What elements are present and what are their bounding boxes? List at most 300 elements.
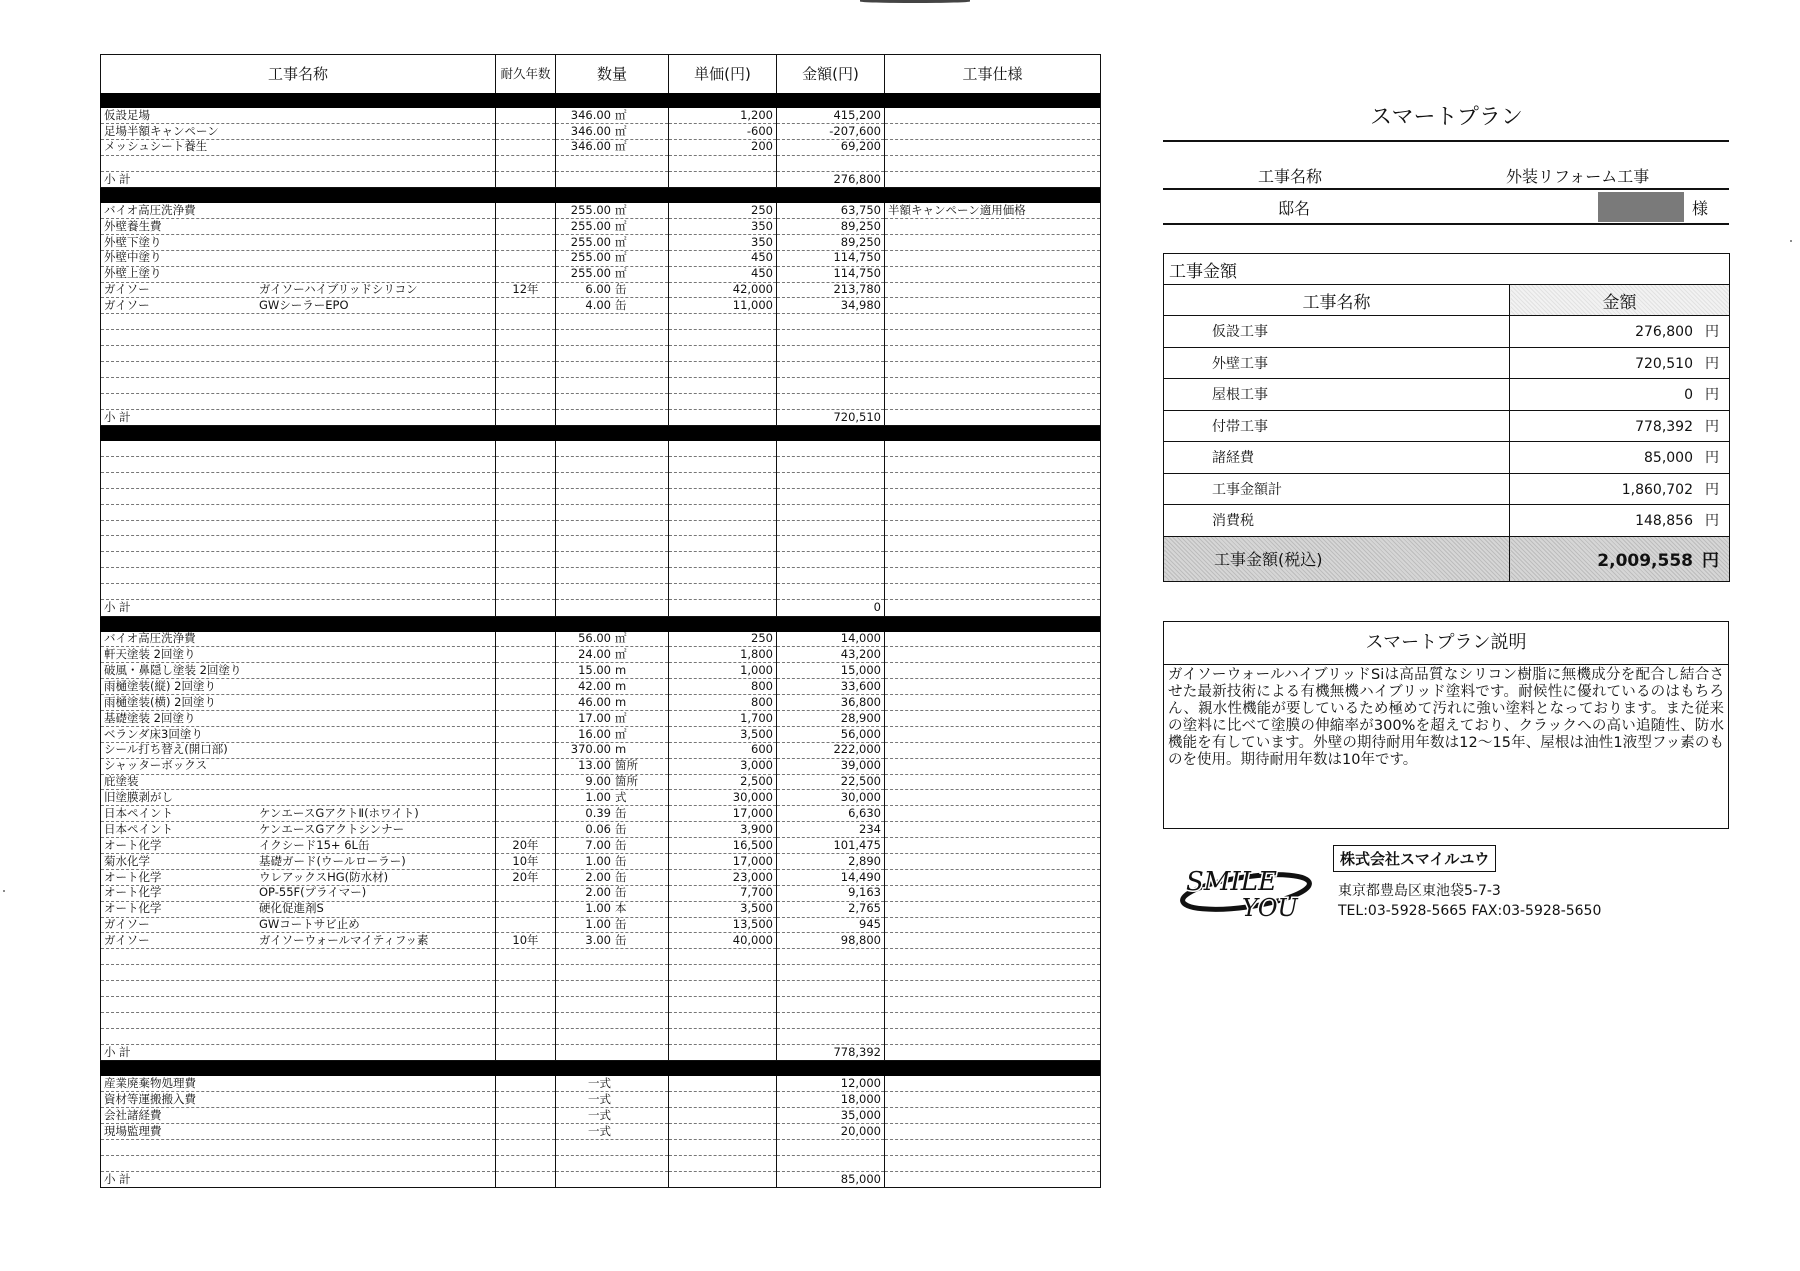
plan-title: スマートプラン xyxy=(1370,105,1523,130)
summary-item-name: 工事金額計 xyxy=(1164,473,1510,505)
svg-text:YOU: YOU xyxy=(1242,894,1298,922)
band-cell xyxy=(885,616,1101,632)
item-years xyxy=(496,457,556,473)
summary-item-amount: 720,510 xyxy=(1635,355,1693,372)
subtotal-label: 小 計 xyxy=(101,600,496,617)
summary-header-amount: 金額 xyxy=(1510,285,1730,316)
item-unit: ㎡ xyxy=(615,710,627,725)
band-cell xyxy=(556,426,669,442)
item-cell xyxy=(101,123,496,139)
item-quantity-cell xyxy=(556,314,669,330)
table-row xyxy=(101,298,1101,314)
item-quantity-cell xyxy=(556,758,669,774)
item-name: 外壁養生費 xyxy=(104,218,162,233)
item-quantity-cell xyxy=(556,949,669,965)
item-material: ウレアックスHG(防水材) xyxy=(259,869,389,884)
item-amount: 18,000 xyxy=(777,1092,885,1108)
item-years xyxy=(496,266,556,282)
item-spec xyxy=(885,1076,1101,1091)
item-unit-price: 17,000 xyxy=(669,806,777,822)
summary-table xyxy=(1163,253,1730,582)
item-years xyxy=(496,726,556,742)
item-spec xyxy=(885,742,1101,758)
item-years xyxy=(496,584,556,600)
summary-item-amount: 148,856 xyxy=(1635,513,1693,530)
item-cell xyxy=(101,679,496,695)
table-row xyxy=(101,330,1101,346)
table-row xyxy=(101,234,1101,250)
empty-cell xyxy=(885,600,1101,617)
item-quantity-cell xyxy=(556,346,669,362)
company-address: 東京都豊島区東池袋5-7-3 xyxy=(1338,883,1501,899)
item-unit-price: 350 xyxy=(669,218,777,234)
item-quantity: 1.00 xyxy=(585,790,611,805)
item-years xyxy=(496,361,556,377)
table-row xyxy=(101,393,1101,409)
item-amount xyxy=(777,1012,885,1028)
item-amount: 6,630 xyxy=(777,806,885,822)
item-quantity-cell xyxy=(556,393,669,409)
item-unit-price: 250 xyxy=(669,203,777,218)
item-unit-price xyxy=(669,441,777,456)
item-unit: 缶 xyxy=(615,282,627,297)
item-name: シャッターボックス xyxy=(104,758,208,773)
item-quantity: 1.00 xyxy=(585,917,611,932)
item-unit: 缶 xyxy=(615,806,627,821)
item-quantity-cell xyxy=(556,218,669,234)
item-unit: ㎡ xyxy=(615,123,627,138)
item-name: 軒天塗装 2回塗り xyxy=(104,647,196,662)
item-years xyxy=(496,330,556,346)
item-name: バイオ高圧洗浄費 xyxy=(104,203,196,217)
item-years xyxy=(496,504,556,520)
item-years xyxy=(496,552,556,568)
item-cell xyxy=(101,346,496,362)
item-spec xyxy=(885,330,1101,346)
summary-row xyxy=(1164,347,1730,379)
item-unit-price xyxy=(669,1028,777,1044)
item-years xyxy=(496,774,556,790)
item-spec xyxy=(885,838,1101,854)
item-amount: 114,750 xyxy=(777,266,885,282)
empty-cell xyxy=(556,1044,669,1061)
item-spec xyxy=(885,472,1101,488)
table-row xyxy=(101,790,1101,806)
yen-label: 円 xyxy=(1705,481,1719,498)
estimate-header xyxy=(101,55,1101,94)
divider xyxy=(1163,140,1729,142)
item-cell xyxy=(101,568,496,584)
item-quantity: 17.00 xyxy=(578,710,611,725)
item-spec xyxy=(885,854,1101,870)
empty-cell xyxy=(496,171,556,188)
item-cell xyxy=(101,457,496,473)
item-amount xyxy=(777,377,885,393)
item-unit-price: 250 xyxy=(669,632,777,647)
item-unit-price xyxy=(669,997,777,1013)
item-years xyxy=(496,917,556,933)
table-row xyxy=(101,933,1101,949)
empty-cell xyxy=(496,409,556,426)
item-quantity: 42.00 xyxy=(578,678,611,693)
item-cell xyxy=(101,266,496,282)
item-amount xyxy=(777,552,885,568)
table-row xyxy=(101,218,1101,234)
item-years xyxy=(496,568,556,584)
item-years xyxy=(496,742,556,758)
item-unit-price xyxy=(669,377,777,393)
item-quantity-cell xyxy=(556,203,669,218)
header-unit-price: 単価(円) xyxy=(669,55,777,94)
item-spec xyxy=(885,282,1101,298)
item-amount xyxy=(777,393,885,409)
item-name: ガイソー xyxy=(104,282,150,297)
item-spec xyxy=(885,997,1101,1013)
item-cell xyxy=(101,108,496,123)
band-cell xyxy=(556,93,669,108)
band-cell xyxy=(101,93,496,108)
item-name: バイオ高圧洗浄費 xyxy=(104,631,196,646)
item-cell xyxy=(101,234,496,250)
item-quantity-cell xyxy=(556,711,669,727)
item-unit: m xyxy=(615,663,627,678)
item-unit-price: 3,900 xyxy=(669,822,777,838)
empty-cell xyxy=(496,600,556,617)
table-row xyxy=(101,266,1101,282)
item-years xyxy=(496,298,556,314)
subtotal-amount: 276,800 xyxy=(777,171,885,188)
item-spec xyxy=(885,568,1101,584)
item-cell xyxy=(101,298,496,314)
item-unit-price xyxy=(669,361,777,377)
table-row xyxy=(101,441,1101,456)
item-cell xyxy=(101,377,496,393)
table-row xyxy=(101,1012,1101,1028)
item-quantity-cell xyxy=(556,266,669,282)
empty-cell xyxy=(556,409,669,426)
item-spec xyxy=(885,1012,1101,1028)
table-row xyxy=(101,203,1101,218)
item-amount: 222,000 xyxy=(777,742,885,758)
item-material: ケンエースGアクトⅡ(ホワイト) xyxy=(259,806,419,821)
item-unit-price: 3,000 xyxy=(669,758,777,774)
item-amount: 35,000 xyxy=(777,1107,885,1123)
item-cell xyxy=(101,314,496,330)
section-band xyxy=(101,426,1101,442)
empty-cell xyxy=(556,1171,669,1188)
item-years xyxy=(496,314,556,330)
item-unit-price xyxy=(669,393,777,409)
table-row xyxy=(101,965,1101,981)
item-unit-price xyxy=(669,1092,777,1108)
summary-item-amount-cell xyxy=(1510,505,1730,537)
item-name: 足場半額キャンペーン xyxy=(104,123,219,138)
table-row xyxy=(101,806,1101,822)
item-years xyxy=(496,218,556,234)
item-amount xyxy=(777,584,885,600)
item-material: イクシード15+ 6L缶 xyxy=(259,837,370,852)
table-row xyxy=(101,1028,1101,1044)
item-quantity-cell xyxy=(556,854,669,870)
band-cell xyxy=(669,1061,777,1077)
item-quantity: 346.00 xyxy=(570,123,611,138)
item-name: 雨樋塗装(縦) 2回塗り xyxy=(104,678,216,693)
item-years xyxy=(496,123,556,139)
item-amount: 415,200 xyxy=(777,108,885,123)
item-cell xyxy=(101,726,496,742)
item-unit: m xyxy=(615,742,627,757)
item-unit-price xyxy=(669,472,777,488)
item-cell xyxy=(101,218,496,234)
item-quantity-cell xyxy=(556,885,669,901)
item-spec xyxy=(885,441,1101,456)
item-name: 資材等運搬搬入費 xyxy=(104,1091,196,1106)
summary-row xyxy=(1164,442,1730,474)
item-amount xyxy=(777,536,885,552)
item-years xyxy=(496,632,556,647)
item-name: 基礎塗装 2回塗り xyxy=(104,710,196,725)
item-name: 日本ペイント xyxy=(104,806,173,821)
table-row xyxy=(101,1092,1101,1108)
item-years xyxy=(496,997,556,1013)
item-quantity-cell xyxy=(556,742,669,758)
item-cell xyxy=(101,742,496,758)
item-years xyxy=(496,711,556,727)
item-cell xyxy=(101,1139,496,1155)
band-cell xyxy=(777,188,885,204)
item-name: 雨樋塗装(横) 2回塗り xyxy=(104,694,216,709)
item-years xyxy=(496,1139,556,1155)
item-amount xyxy=(777,330,885,346)
item-quantity-cell xyxy=(556,584,669,600)
table-row xyxy=(101,1123,1101,1139)
item-quantity: 255.00 xyxy=(570,266,611,281)
item-unit-price xyxy=(669,520,777,536)
item-years xyxy=(496,822,556,838)
item-name: ガイソー xyxy=(104,298,150,313)
item-spec xyxy=(885,632,1101,647)
item-amount xyxy=(777,488,885,504)
table-row xyxy=(101,997,1101,1013)
item-amount xyxy=(777,949,885,965)
item-quantity-cell xyxy=(556,250,669,266)
item-cell xyxy=(101,250,496,266)
item-cell xyxy=(101,393,496,409)
item-years: 12年 xyxy=(496,282,556,298)
item-unit-price: 1,700 xyxy=(669,711,777,727)
item-quantity-cell xyxy=(556,1155,669,1171)
item-cell xyxy=(101,1107,496,1123)
item-quantity-cell xyxy=(556,647,669,663)
table-row xyxy=(101,1107,1101,1123)
item-quantity: 255.00 xyxy=(570,218,611,233)
header-durability: 耐久年数 xyxy=(496,55,556,94)
item-spec xyxy=(885,536,1101,552)
item-years xyxy=(496,949,556,965)
band-cell xyxy=(777,426,885,442)
item-years xyxy=(496,472,556,488)
item-unit: ㎡ xyxy=(615,250,627,265)
item-spec xyxy=(885,1139,1101,1155)
empty-cell xyxy=(669,171,777,188)
table-row xyxy=(101,314,1101,330)
item-quantity-cell xyxy=(556,457,669,473)
table-row xyxy=(101,695,1101,711)
item-unit: 缶 xyxy=(615,869,627,884)
item-amount xyxy=(777,361,885,377)
table-row xyxy=(101,361,1101,377)
item-years xyxy=(496,250,556,266)
item-quantity-cell xyxy=(556,552,669,568)
redacted-client-name xyxy=(1598,192,1684,222)
item-unit-price xyxy=(669,1139,777,1155)
item-cell xyxy=(101,901,496,917)
item-cell xyxy=(101,647,496,663)
summary-item-amount: 276,800 xyxy=(1635,324,1693,341)
item-quantity: 15.00 xyxy=(578,663,611,678)
item-name: シール打ち替え(開口部) xyxy=(104,742,228,757)
item-quantity: 0.06 xyxy=(585,821,611,836)
item-quantity: 2.00 xyxy=(585,869,611,884)
section-band xyxy=(101,188,1101,204)
item-years xyxy=(496,441,556,456)
item-years xyxy=(496,695,556,711)
item-amount xyxy=(777,981,885,997)
table-row xyxy=(101,536,1101,552)
item-quantity: 1.00 xyxy=(585,853,611,868)
item-quantity-cell xyxy=(556,361,669,377)
item-amount: 22,500 xyxy=(777,774,885,790)
yen-label: 円 xyxy=(1705,513,1719,530)
item-cell xyxy=(101,885,496,901)
item-quantity-cell xyxy=(556,997,669,1013)
item-material: GWシーラーEPO xyxy=(259,298,349,313)
item-spec xyxy=(885,393,1101,409)
item-years xyxy=(496,1076,556,1091)
item-name: 外壁中塗り xyxy=(104,250,162,265)
item-spec: 半額キャンペーン適用価格 xyxy=(885,203,1101,218)
empty-cell xyxy=(556,600,669,617)
item-spec xyxy=(885,584,1101,600)
item-unit: ㎡ xyxy=(615,139,627,154)
item-amount: 12,000 xyxy=(777,1076,885,1091)
item-name: オート化学 xyxy=(104,837,162,852)
item-material: ガイソーハイブリッドシリコン xyxy=(259,282,418,297)
company-name: 株式会社スマイルユウ xyxy=(1333,845,1496,872)
item-quantity: 370.00 xyxy=(570,742,611,757)
header-spec: 工事仕様 xyxy=(885,55,1101,94)
item-amount xyxy=(777,155,885,171)
item-quantity-cell xyxy=(556,806,669,822)
item-quantity-cell xyxy=(556,695,669,711)
item-unit-price: 2,500 xyxy=(669,774,777,790)
table-row xyxy=(101,981,1101,997)
summary-row xyxy=(1164,473,1730,505)
item-spec xyxy=(885,314,1101,330)
item-unit: ㎡ xyxy=(615,726,627,741)
item-quantity: 9.00 xyxy=(585,774,611,789)
item-spec xyxy=(885,806,1101,822)
item-amount: 2,890 xyxy=(777,854,885,870)
table-row xyxy=(101,774,1101,790)
explanation-title: スマートプラン説明 xyxy=(1164,622,1728,665)
item-quantity-cell xyxy=(556,663,669,679)
item-cell xyxy=(101,822,496,838)
item-name: 仮設足場 xyxy=(104,108,150,122)
item-spec xyxy=(885,123,1101,139)
item-quantity: 46.00 xyxy=(578,694,611,709)
item-quantity-cell xyxy=(556,536,669,552)
subtotal-label: 小 計 xyxy=(101,1171,496,1188)
item-spec xyxy=(885,298,1101,314)
item-unit: ㎡ xyxy=(615,266,627,281)
summary-row xyxy=(1164,410,1730,442)
item-spec xyxy=(885,266,1101,282)
item-cell xyxy=(101,1028,496,1044)
item-amount xyxy=(777,1155,885,1171)
item-amount: 36,800 xyxy=(777,695,885,711)
item-years xyxy=(496,901,556,917)
item-quantity-cell xyxy=(556,933,669,949)
explanation-body: ガイソーウォールハイブリッドSiは高品質なシリコン樹脂に無機成分を配合し結合させた最新技術による有機無機ハイブリッド塗料です。耐候性に優れているのはもちろん、親水性機能が要しているため極めて汚れに強い塗料となっております。また従来の塗料に比べて塗膜の伸縮率が300%を超えており、クラックへの高い追随性、防水機能を有しています。外壁の期待耐用年数は12〜15年、屋根は油性1液型フッ素のものを使用。期待耐用年数は10年です。 xyxy=(1168,667,1724,768)
item-amount: 14,490 xyxy=(777,869,885,885)
subtotal-row xyxy=(101,600,1101,617)
item-years xyxy=(496,488,556,504)
item-spec xyxy=(885,234,1101,250)
item-spec xyxy=(885,933,1101,949)
item-unit: m xyxy=(615,694,627,709)
item-unit: ㎡ xyxy=(615,108,627,122)
summary-item-amount-cell xyxy=(1510,379,1730,411)
scan-artifact xyxy=(860,0,970,3)
summary-caption: 工事金額 xyxy=(1164,254,1730,285)
item-spec xyxy=(885,1028,1101,1044)
item-years xyxy=(496,377,556,393)
subtotal-row xyxy=(101,1171,1101,1188)
item-material: ガイソーウォールマイティフッ素 xyxy=(259,933,429,948)
item-quantity-cell xyxy=(556,568,669,584)
item-amount: 101,475 xyxy=(777,838,885,854)
band-cell xyxy=(885,188,1101,204)
item-spec xyxy=(885,108,1101,123)
table-row xyxy=(101,647,1101,663)
summary-item-amount-cell xyxy=(1510,473,1730,505)
item-amount: 63,750 xyxy=(777,203,885,218)
band-cell xyxy=(777,93,885,108)
item-unit-price xyxy=(669,346,777,362)
item-quantity-cell xyxy=(556,632,669,647)
item-unit-price xyxy=(669,965,777,981)
empty-cell xyxy=(669,409,777,426)
table-row xyxy=(101,1076,1101,1091)
item-quantity-cell xyxy=(556,1107,669,1123)
summary-item-name: 仮設工事 xyxy=(1164,316,1510,348)
item-unit-price: 800 xyxy=(669,695,777,711)
item-unit-price xyxy=(669,330,777,346)
table-row xyxy=(101,552,1101,568)
item-name: 会社諸経費 xyxy=(104,1107,162,1122)
item-quantity-cell xyxy=(556,790,669,806)
item-unit: ㎡ xyxy=(615,631,627,646)
item-amount: 114,750 xyxy=(777,250,885,266)
svg-text:SMILE: SMILE xyxy=(1186,867,1277,897)
item-quantity: 24.00 xyxy=(578,647,611,662)
item-cell xyxy=(101,917,496,933)
summary-items xyxy=(1164,316,1730,537)
item-amount: 69,200 xyxy=(777,139,885,155)
item-unit: m xyxy=(615,678,627,693)
item-quantity: 255.00 xyxy=(570,234,611,249)
